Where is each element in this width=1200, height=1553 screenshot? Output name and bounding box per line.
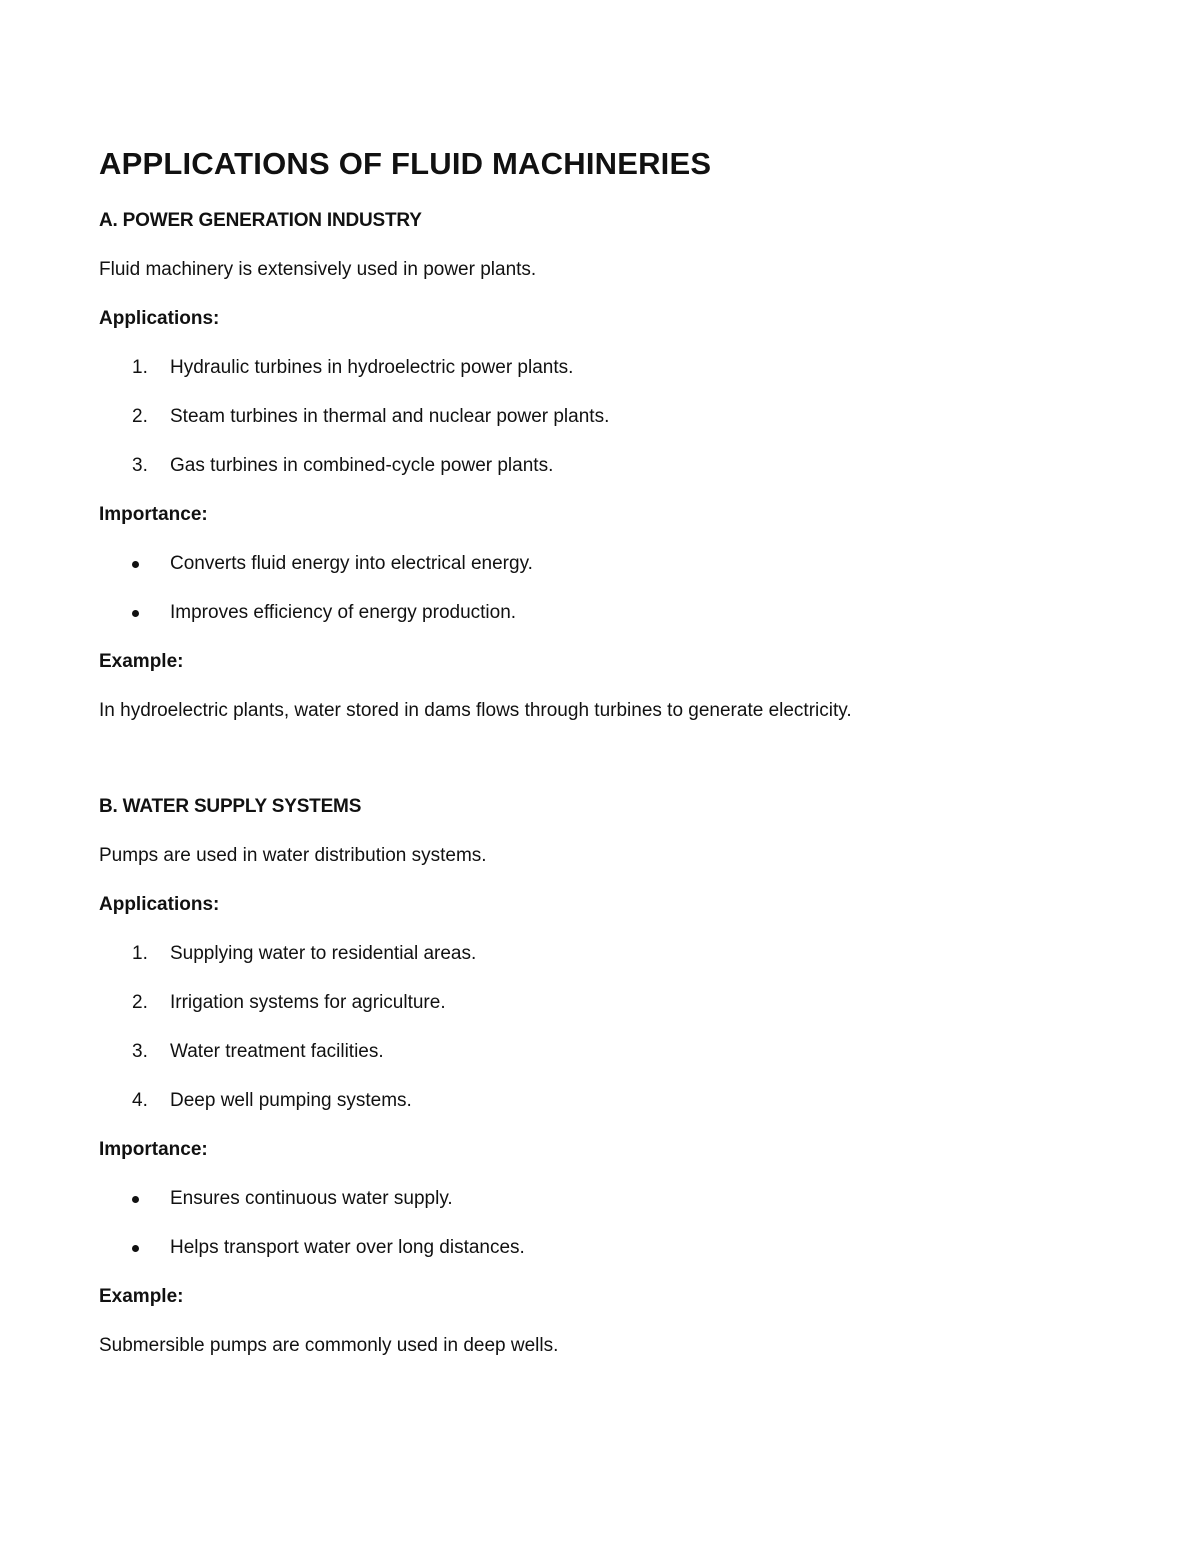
section-water-supply (99, 794, 1099, 1359)
section-heading: A. POWER GENERATION INDUSTRY (99, 210, 422, 231)
list-item (99, 404, 1099, 430)
list-item-text: Supplying water to residential areas. (170, 943, 477, 964)
list-item (99, 551, 1099, 577)
list-item-text: Ensures continuous water supply. (170, 1188, 453, 1209)
list-item (99, 600, 1099, 626)
bullet-icon (132, 610, 139, 617)
list-number: 1. (132, 943, 148, 964)
list-item (99, 355, 1099, 381)
example-label: Example: (99, 1286, 184, 1307)
list-number: 2. (132, 992, 148, 1013)
section-intro: Fluid machinery is extensively used in power plants. (99, 259, 537, 280)
applications-list (99, 355, 1099, 479)
section-intro: Pumps are used in water distribution systems. (99, 845, 487, 866)
list-item-text: Gas turbines in combined-cycle power plants. (170, 455, 554, 476)
list-item (99, 1186, 1099, 1212)
bullet-icon (132, 1196, 139, 1203)
applications-list (99, 941, 1099, 1114)
list-item (99, 1235, 1099, 1261)
list-item-text: Hydraulic turbines in hydroelectric power plants. (170, 357, 574, 378)
list-number: 4. (132, 1090, 148, 1111)
list-item-text: Deep well pumping systems. (170, 1090, 412, 1111)
list-item-text: Irrigation systems for agriculture. (170, 992, 446, 1013)
section-power-generation (99, 208, 1099, 724)
example-label: Example: (99, 651, 184, 672)
importance-list (99, 1186, 1099, 1261)
list-item-text: Converts fluid energy into electrical energy. (170, 553, 533, 574)
list-item-text: Steam turbines in thermal and nuclear power plants. (170, 406, 610, 427)
importance-list (99, 551, 1099, 626)
list-item (99, 453, 1099, 479)
list-number: 3. (132, 455, 148, 476)
list-item (99, 990, 1099, 1016)
applications-label: Applications: (99, 894, 220, 915)
importance-label: Importance: (99, 504, 208, 525)
list-item (99, 1088, 1099, 1114)
list-number: 3. (132, 1041, 148, 1062)
bullet-icon (132, 1245, 139, 1252)
bullet-icon (132, 561, 139, 568)
section-heading: B. WATER SUPPLY SYSTEMS (99, 796, 362, 817)
example-text: In hydroelectric plants, water stored in dams flows through turbines to generate electricity. (99, 700, 852, 721)
importance-label: Importance: (99, 1139, 208, 1160)
list-item (99, 941, 1099, 967)
list-item-text: Water treatment facilities. (170, 1041, 384, 1062)
list-number: 1. (132, 357, 148, 378)
document-content (99, 146, 1099, 1359)
list-item-text: Improves efficiency of energy production. (170, 602, 517, 623)
example-text: Submersible pumps are commonly used in deep wells. (99, 1335, 559, 1356)
applications-label: Applications: (99, 308, 220, 329)
list-item-text: Helps transport water over long distances. (170, 1237, 525, 1258)
document-title: APPLICATIONS OF FLUID MACHINERIES (99, 146, 712, 181)
list-number: 2. (132, 406, 148, 427)
list-item (99, 1039, 1099, 1065)
